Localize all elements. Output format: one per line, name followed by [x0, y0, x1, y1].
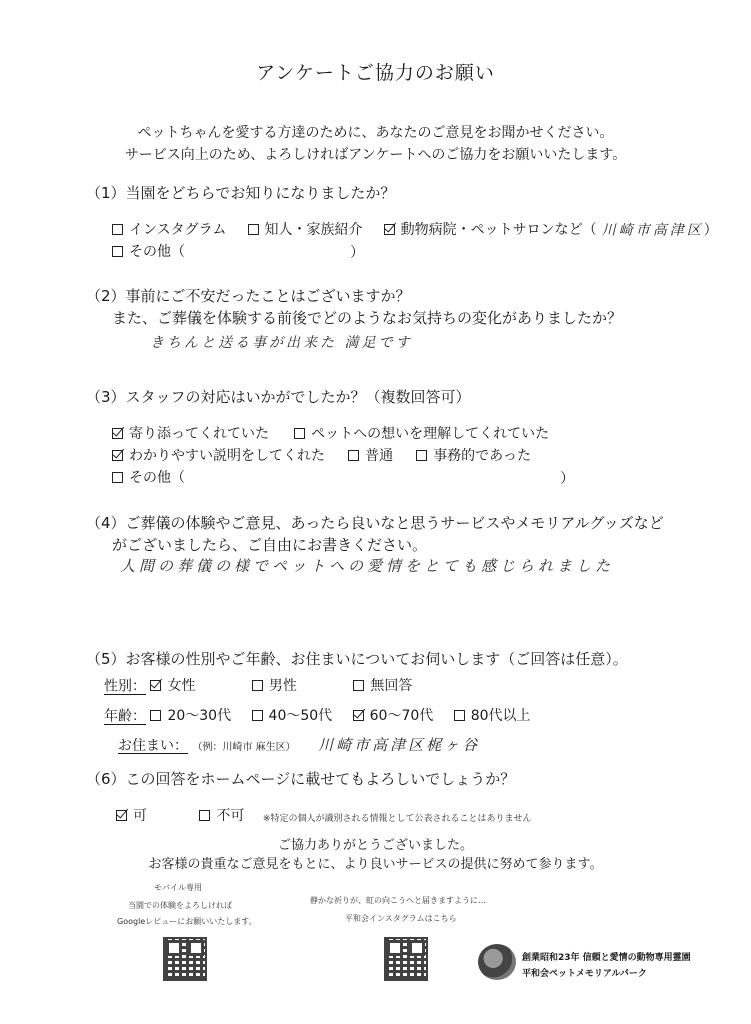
company-logo — [478, 944, 516, 980]
checkbox-icon[interactable] — [199, 810, 210, 821]
q1-handwritten-answer: 川崎市高津区 — [601, 222, 704, 239]
q6-question: （6）この回答をホームページに載せてもよろしいでしょうか？ — [86, 770, 516, 788]
checkbox-icon[interactable] — [416, 450, 427, 461]
q3-option-clear-explanation[interactable]: わかりやすい説明をしてくれた — [112, 445, 325, 465]
q3-options-row-3: その他（ ） — [112, 467, 574, 488]
q4-handwritten-answer: 人間の葬儀の様でペットへの愛情をとても感じられました — [120, 557, 615, 575]
q6-option-deny[interactable]: 不可 — [199, 805, 244, 825]
q3-option-businesslike[interactable]: 事務的であった — [416, 445, 531, 465]
q3-question: （3）スタッフの対応はいかがでしたか？（複数回答可） — [86, 388, 471, 406]
address-label: お住まい： — [118, 738, 188, 754]
gender-option-male[interactable]: 男性 — [252, 675, 297, 695]
page-title: アンケートご協力のお願い — [256, 62, 495, 84]
q1-question: （1）当園をどちらでお知りになりましたか？ — [86, 184, 396, 202]
checkbox-icon[interactable] — [252, 680, 263, 691]
q3-option-empathetic[interactable]: 寄り添ってくれていた — [112, 423, 269, 443]
checkbox-checked-icon[interactable] — [112, 450, 123, 461]
checkbox-icon[interactable] — [112, 246, 123, 257]
checkbox-checked-icon[interactable] — [150, 680, 161, 691]
q1-options-row-1: インスタグラム 知人・家族紹介 動物病院・ペットサロンなど（ 川崎市高津区） — [112, 219, 718, 240]
insta-line-2: 平和会インスタグラムはこちら — [345, 914, 457, 923]
q6-options-row — [116, 805, 531, 825]
review-line-1: 当園での体験をよろしければ — [128, 901, 232, 910]
q3-option-understanding[interactable]: ペットへの想いを理解してくれていた — [294, 423, 549, 443]
q6-note: ※特定の個人が識別される情報として公表されることはありません — [262, 813, 532, 824]
q1-option-vet-salon[interactable]: 動物病院・ペットサロンなど（ — [384, 219, 597, 239]
checkbox-checked-icon[interactable] — [116, 810, 127, 821]
gender-label: 性別： — [104, 678, 146, 695]
q2-question-2: また、ご葬儀を体験する前後でどのようなお気持ちの変化がありましたか？ — [112, 309, 623, 327]
q2-handwritten-answer: きちんと送る事が出来た 満足です — [150, 335, 413, 351]
age-option-80-plus[interactable]: 80代以上 — [454, 705, 531, 725]
q5-age-row — [104, 705, 531, 726]
thanks-line-1: ご協力ありがとうございました。 — [277, 838, 473, 853]
address-example: （例：川崎市 麻生区） — [192, 742, 296, 753]
checkbox-icon[interactable] — [454, 710, 465, 721]
address-handwritten: 川崎市高津区梶ヶ谷 — [318, 736, 481, 754]
q2-question: （2）事前にご不安だったことはございますか？ — [86, 287, 411, 305]
age-option-20-30[interactable]: 20～30代 — [150, 705, 231, 725]
thanks-line-2: お客様の貴重なご意見をもとに、より良いサービスの提供に努めて参ります。 — [148, 857, 603, 872]
insta-line-1: 静かな祈りが、虹の向こうへと届きますように… — [310, 896, 486, 905]
instagram-qr-code[interactable] — [384, 937, 428, 981]
q3-options-row-2 — [112, 445, 531, 465]
age-label: 年齢： — [104, 708, 146, 725]
q3-options-row-1 — [112, 423, 549, 443]
checkbox-icon[interactable] — [112, 224, 123, 235]
age-option-60-70[interactable]: 60～70代 — [353, 705, 434, 725]
checkbox-icon[interactable] — [353, 680, 364, 691]
review-line-2: Googleレビューにお願いいたします。 — [117, 917, 257, 926]
q5-address-row — [118, 734, 480, 755]
q1-option-other[interactable]: その他（ — [112, 241, 185, 261]
company-line-2: 平和会ペットメモリアルパーク — [522, 969, 647, 979]
checkbox-icon[interactable] — [294, 428, 305, 439]
q4-question: （4）ご葬儀の体験やご意見、あったら良いなと思うサービスやメモリアルグッズなど — [86, 514, 664, 532]
checkbox-checked-icon[interactable] — [353, 710, 364, 721]
q5-gender-row — [104, 675, 412, 696]
q1-option-instagram[interactable]: インスタグラム — [112, 219, 226, 239]
checkbox-icon[interactable] — [248, 224, 259, 235]
company-line-1: 創業昭和23年 信頼と愛情の動物専用霊園 — [522, 953, 691, 963]
intro-line-2: サービス向上のため、よろしければアンケートへのご協力をお願いいたします。 — [124, 147, 627, 163]
q6-option-allow[interactable]: 可 — [116, 805, 147, 825]
checkbox-checked-icon[interactable] — [384, 224, 395, 235]
checkbox-icon[interactable] — [252, 710, 263, 721]
gender-option-no-answer[interactable]: 無回答 — [353, 675, 412, 695]
checkbox-icon[interactable] — [112, 472, 123, 483]
google-review-qr-code[interactable] — [163, 937, 207, 981]
q3-option-normal[interactable]: 普通 — [348, 445, 393, 465]
gender-option-female[interactable]: 女性 — [150, 675, 195, 695]
age-option-40-50[interactable]: 40～50代 — [252, 705, 333, 725]
q4-question-2: がございましたら、ご自由にお書きください。 — [112, 536, 428, 554]
q5-question: （5）お客様の性別やご年齢、お住まいについてお伺いします（ご回答は任意）。 — [86, 650, 628, 668]
checkbox-icon[interactable] — [150, 710, 161, 721]
q1-option-friend[interactable]: 知人・家族紹介 — [248, 219, 363, 239]
q3-option-other[interactable]: その他（ — [112, 467, 185, 487]
checkbox-icon[interactable] — [348, 450, 359, 461]
intro-line-1: ペットちゃんを愛する方達のために、あなたのご意見をお聞かせください。 — [137, 125, 614, 141]
q1-options-row-2: その他（ ） — [112, 241, 364, 262]
mobile-only-label: モバイル専用 — [154, 883, 202, 892]
checkbox-checked-icon[interactable] — [112, 428, 123, 439]
